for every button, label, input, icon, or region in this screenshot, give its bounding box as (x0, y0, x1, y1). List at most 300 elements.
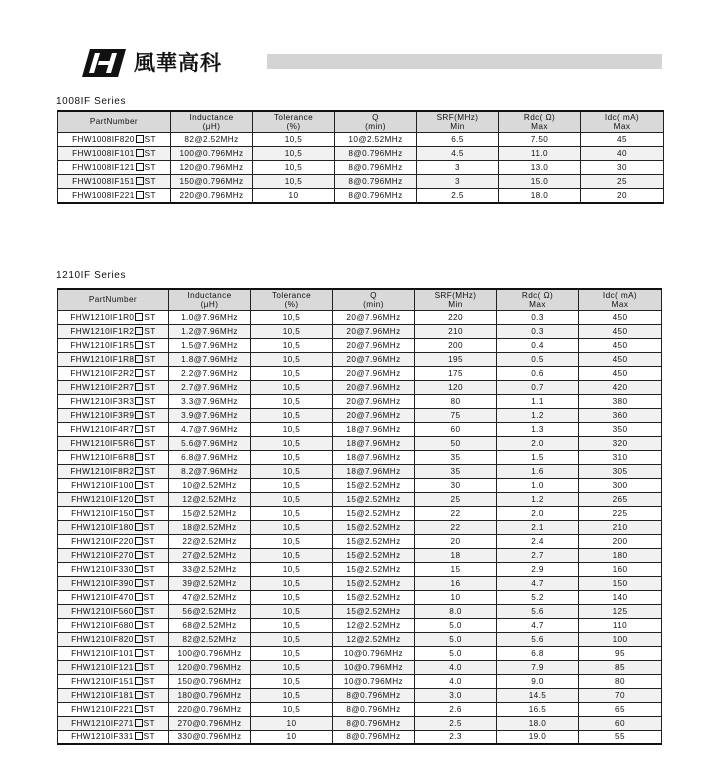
cell-rdc: 5.6 (497, 632, 579, 646)
cell-idc: 80 (579, 674, 662, 688)
option-box-icon (135, 551, 143, 559)
col-idc: Idc( mA) Max (579, 289, 662, 310)
cell-tolerance: 10,5 (251, 324, 333, 338)
cell-rdc: 1.2 (497, 492, 579, 506)
cell-inductance: 220@0.796MHz (169, 702, 251, 716)
table-header-row (58, 289, 662, 310)
col-inductance: Inductance (μH) (171, 111, 253, 132)
table-row (58, 604, 662, 618)
cell-srf: 75 (415, 408, 497, 422)
cell-idc: 450 (579, 338, 662, 352)
option-box-icon (135, 677, 143, 685)
cell-inductance: 100@0.796MHz (171, 146, 253, 160)
cell-q: 15@2.52MHz (333, 520, 415, 534)
cell-part-number: FHW1210IF470 ST (58, 590, 169, 604)
option-box-icon (135, 383, 143, 391)
cell-q: 8@0.796MHz (335, 175, 417, 189)
cell-srf: 220 (415, 310, 497, 324)
cell-rdc: 5.6 (497, 604, 579, 618)
cell-srf: 22 (415, 506, 497, 520)
cell-idc: 55 (579, 730, 662, 744)
cell-idc: 60 (579, 716, 662, 730)
cell-tolerance: 10,5 (251, 702, 333, 716)
cell-inductance: 1.5@7.96MHz (169, 338, 251, 352)
table-row (58, 478, 662, 492)
col-tolerance: Tolerance (%) (251, 289, 333, 310)
cell-q: 18@7.96MHz (333, 464, 415, 478)
cell-srf: 50 (415, 436, 497, 450)
cell-srf: 120 (415, 380, 497, 394)
cell-tolerance: 10,5 (251, 646, 333, 660)
cell-rdc: 0.5 (497, 352, 579, 366)
cell-inductance: 68@2.52MHz (169, 618, 251, 632)
cell-inductance: 120@0.796MHz (171, 160, 253, 174)
cell-srf: 195 (415, 352, 497, 366)
option-box-icon (135, 593, 143, 601)
cell-part-number: FHW1210IF6R8 ST (58, 450, 169, 464)
cell-srf: 5.0 (415, 646, 497, 660)
spec-table-1210if (57, 288, 662, 745)
cell-tolerance: 10,5 (251, 618, 333, 632)
cell-idc: 450 (579, 310, 662, 324)
option-box-icon (136, 177, 144, 185)
cell-idc: 160 (579, 562, 662, 576)
cell-q: 8@0.796MHz (333, 702, 415, 716)
cell-part-number: FHW1210IF151 ST (58, 674, 169, 688)
option-box-icon (135, 341, 143, 349)
col-idc: Idc( mA) Max (581, 111, 664, 132)
cell-tolerance: 10,5 (251, 464, 333, 478)
table-row (58, 548, 662, 562)
cell-part-number: FHW1008IF820 ST (58, 132, 171, 146)
cell-idc: 110 (579, 618, 662, 632)
cell-q: 20@7.96MHz (333, 352, 415, 366)
cell-part-number: FHW1210IF2R2 ST (58, 366, 169, 380)
option-box-icon (135, 537, 143, 545)
option-box-icon (135, 439, 143, 447)
option-box-icon (135, 705, 143, 713)
cell-q: 18@7.96MHz (333, 436, 415, 450)
col-q: Q (min) (333, 289, 415, 310)
cell-idc: 40 (581, 146, 664, 160)
cell-q: 20@7.96MHz (333, 310, 415, 324)
option-box-icon (135, 565, 143, 573)
spec-table-1008if (57, 110, 664, 204)
cell-rdc: 1.2 (497, 408, 579, 422)
cell-idc: 140 (579, 590, 662, 604)
cell-part-number: FHW1210IF3R9 ST (58, 408, 169, 422)
cell-q: 20@7.96MHz (333, 338, 415, 352)
cell-q: 20@7.96MHz (333, 394, 415, 408)
cell-tolerance: 10,5 (251, 422, 333, 436)
cell-srf: 5.0 (415, 618, 497, 632)
page-header (82, 47, 662, 79)
cell-tolerance: 10,5 (251, 352, 333, 366)
cell-tolerance: 10,5 (251, 604, 333, 618)
fenghua-logo-icon (82, 49, 126, 77)
cell-q: 8@0.796MHz (335, 160, 417, 174)
col-rdc: Rdc( Ω) Max (499, 111, 581, 132)
cell-idc: 150 (579, 576, 662, 590)
cell-part-number: FHW1210IF221 ST (58, 702, 169, 716)
cell-rdc: 0.6 (497, 366, 579, 380)
cell-part-number: FHW1210IF4R7 ST (58, 422, 169, 436)
cell-tolerance: 10,5 (251, 478, 333, 492)
cell-inductance: 2.7@7.96MHz (169, 380, 251, 394)
cell-idc: 210 (579, 520, 662, 534)
cell-rdc: 18.0 (497, 716, 579, 730)
cell-q: 15@2.52MHz (333, 492, 415, 506)
cell-rdc: 4.7 (497, 576, 579, 590)
cell-idc: 450 (579, 366, 662, 380)
cell-tolerance: 10,5 (251, 688, 333, 702)
cell-inductance: 330@0.796MHz (169, 730, 251, 744)
cell-srf: 35 (415, 450, 497, 464)
cell-inductance: 1.8@7.96MHz (169, 352, 251, 366)
table-row (58, 590, 662, 604)
cell-inductance: 22@2.52MHz (169, 534, 251, 548)
col-rdc: Rdc( Ω) Max (497, 289, 579, 310)
cell-srf: 3.0 (415, 688, 497, 702)
cell-rdc: 0.7 (497, 380, 579, 394)
cell-tolerance: 10,5 (251, 548, 333, 562)
cell-q: 10@0.796MHz (333, 646, 415, 660)
cell-rdc: 9.0 (497, 674, 579, 688)
cell-srf: 8.0 (415, 604, 497, 618)
cell-rdc: 2.1 (497, 520, 579, 534)
cell-q: 8@0.796MHz (333, 688, 415, 702)
cell-rdc: 2.7 (497, 548, 579, 562)
option-box-icon (135, 635, 143, 643)
cell-tolerance: 10 (251, 716, 333, 730)
cell-q: 15@2.52MHz (333, 576, 415, 590)
option-box-icon (136, 149, 144, 157)
cell-q: 10@0.796MHz (333, 660, 415, 674)
cell-inductance: 220@0.796MHz (171, 189, 253, 203)
cell-q: 15@2.52MHz (333, 506, 415, 520)
cell-idc: 95 (579, 646, 662, 660)
cell-inductance: 180@0.796MHz (169, 688, 251, 702)
cell-srf: 22 (415, 520, 497, 534)
cell-tolerance: 10,5 (251, 632, 333, 646)
cell-rdc: 7.9 (497, 660, 579, 674)
header-bar (267, 54, 662, 69)
option-box-icon (135, 579, 143, 587)
cell-q: 8@0.796MHz (335, 146, 417, 160)
cell-q: 10@0.796MHz (333, 674, 415, 688)
cell-q: 15@2.52MHz (333, 562, 415, 576)
cell-rdc: 14.5 (497, 688, 579, 702)
cell-idc: 65 (579, 702, 662, 716)
table-row (58, 520, 662, 534)
cell-inductance: 120@0.796MHz (169, 660, 251, 674)
table-row (58, 310, 662, 324)
cell-tolerance: 10,5 (251, 366, 333, 380)
cell-inductance: 4.7@7.96MHz (169, 422, 251, 436)
option-box-icon (135, 481, 143, 489)
option-box-icon (135, 369, 143, 377)
cell-srf: 80 (415, 394, 497, 408)
cell-idc: 20 (581, 189, 664, 203)
cell-q: 12@2.52MHz (333, 618, 415, 632)
cell-srf: 60 (415, 422, 497, 436)
cell-tolerance: 10 (251, 730, 333, 744)
option-box-icon (136, 191, 144, 199)
cell-tolerance: 10,5 (251, 506, 333, 520)
cell-idc: 310 (579, 450, 662, 464)
table-row (58, 506, 662, 520)
table-row (58, 450, 662, 464)
cell-part-number: FHW1210IF1R5 ST (58, 338, 169, 352)
cell-part-number: FHW1210IF270 ST (58, 548, 169, 562)
cell-idc: 200 (579, 534, 662, 548)
cell-inductance: 18@2.52MHz (169, 520, 251, 534)
cell-srf: 30 (415, 478, 497, 492)
cell-tolerance: 10,5 (251, 576, 333, 590)
cell-part-number: FHW1210IF121 ST (58, 660, 169, 674)
table-row (58, 436, 662, 450)
cell-part-number: FHW1210IF180 ST (58, 520, 169, 534)
cell-inductance: 10@2.52MHz (169, 478, 251, 492)
cell-part-number: FHW1210IF150 ST (58, 506, 169, 520)
cell-tolerance: 10,5 (251, 408, 333, 422)
table-row (58, 702, 662, 716)
cell-idc: 320 (579, 436, 662, 450)
cell-q: 18@7.96MHz (333, 422, 415, 436)
cell-q: 8@0.796MHz (333, 716, 415, 730)
cell-srf: 35 (415, 464, 497, 478)
option-box-icon (135, 509, 143, 517)
cell-part-number: FHW1210IF331 ST (58, 730, 169, 744)
cell-part-number: FHW1210IF330 ST (58, 562, 169, 576)
cell-q: 15@2.52MHz (333, 590, 415, 604)
cell-srf: 4.0 (415, 674, 497, 688)
col-part-number: PartNumber (58, 289, 169, 310)
col-srf: SRF(MHz) Min (415, 289, 497, 310)
option-box-icon (135, 397, 143, 405)
option-box-icon (135, 523, 143, 531)
cell-tolerance: 10,5 (251, 450, 333, 464)
cell-part-number: FHW1210IF8R2 ST (58, 464, 169, 478)
col-srf: SRF(MHz) Min (417, 111, 499, 132)
cell-tolerance: 10 (253, 189, 335, 203)
cell-inductance: 1.0@7.96MHz (169, 310, 251, 324)
table-row (58, 534, 662, 548)
option-box-icon (135, 411, 143, 419)
cell-srf: 2.3 (415, 730, 497, 744)
option-box-icon (135, 663, 143, 671)
cell-srf: 25 (415, 492, 497, 506)
table-row (58, 160, 664, 174)
cell-rdc: 16.5 (497, 702, 579, 716)
cell-idc: 300 (579, 478, 662, 492)
cell-rdc: 2.4 (497, 534, 579, 548)
cell-srf: 16 (415, 576, 497, 590)
option-box-icon (135, 719, 143, 727)
table-row (58, 646, 662, 660)
cell-srf: 210 (415, 324, 497, 338)
cell-inductance: 8.2@7.96MHz (169, 464, 251, 478)
option-box-icon (135, 691, 143, 699)
cell-part-number: FHW1210IF1R2 ST (58, 324, 169, 338)
cell-part-number: FHW1008IF121 ST (58, 160, 171, 174)
cell-part-number: FHW1210IF1R8 ST (58, 352, 169, 366)
cell-inductance: 5.6@7.96MHz (169, 436, 251, 450)
cell-part-number: FHW1210IF5R6 ST (58, 436, 169, 450)
cell-rdc: 2.0 (497, 436, 579, 450)
cell-idc: 70 (579, 688, 662, 702)
cell-idc: 380 (579, 394, 662, 408)
cell-idc: 350 (579, 422, 662, 436)
cell-q: 18@7.96MHz (333, 450, 415, 464)
cell-inductance: 33@2.52MHz (169, 562, 251, 576)
cell-part-number: FHW1210IF390 ST (58, 576, 169, 590)
col-inductance: Inductance (μH) (169, 289, 251, 310)
table-header-row (58, 111, 664, 132)
cell-part-number: FHW1008IF101 ST (58, 146, 171, 160)
cell-tolerance: 10,5 (251, 338, 333, 352)
cell-part-number: FHW1210IF3R3 ST (58, 394, 169, 408)
cell-part-number: FHW1210IF680 ST (58, 618, 169, 632)
cell-srf: 3 (417, 175, 499, 189)
cell-part-number: FHW1210IF220 ST (58, 534, 169, 548)
table-row (58, 674, 662, 688)
cell-tolerance: 10,5 (251, 436, 333, 450)
cell-srf: 3 (417, 160, 499, 174)
cell-srf: 15 (415, 562, 497, 576)
cell-q: 8@0.796MHz (335, 189, 417, 203)
cell-tolerance: 10,5 (251, 380, 333, 394)
cell-q: 8@0.796MHz (333, 730, 415, 744)
table-row (58, 338, 662, 352)
table-row (58, 366, 662, 380)
table-row (58, 422, 662, 436)
option-box-icon (135, 425, 143, 433)
cell-rdc: 0.4 (497, 338, 579, 352)
cell-inductance: 39@2.52MHz (169, 576, 251, 590)
option-box-icon (135, 495, 143, 503)
table-row (58, 730, 662, 744)
option-box-icon (135, 327, 143, 335)
option-box-icon (135, 467, 143, 475)
cell-inductance: 3.9@7.96MHz (169, 408, 251, 422)
cell-part-number: FHW1210IF820 ST (58, 632, 169, 646)
cell-tolerance: 10,5 (251, 520, 333, 534)
cell-rdc: 0.3 (497, 310, 579, 324)
table-row (58, 576, 662, 590)
cell-inductance: 47@2.52MHz (169, 590, 251, 604)
cell-srf: 20 (415, 534, 497, 548)
cell-tolerance: 10,5 (251, 562, 333, 576)
cell-part-number: FHW1210IF560 ST (58, 604, 169, 618)
cell-q: 15@2.52MHz (333, 478, 415, 492)
cell-tolerance: 10,5 (253, 175, 335, 189)
cell-inductance: 100@0.796MHz (169, 646, 251, 660)
cell-srf: 18 (415, 548, 497, 562)
cell-rdc: 7.50 (499, 132, 581, 146)
cell-srf: 6.5 (417, 132, 499, 146)
cell-tolerance: 10,5 (251, 660, 333, 674)
cell-rdc: 13.0 (499, 160, 581, 174)
cell-srf: 10 (415, 590, 497, 604)
cell-inductance: 2.2@7.96MHz (169, 366, 251, 380)
cell-inductance: 1.2@7.96MHz (169, 324, 251, 338)
table-body-1210if (58, 310, 662, 744)
cell-tolerance: 10,5 (253, 160, 335, 174)
cell-idc: 420 (579, 380, 662, 394)
cell-rdc: 15.0 (499, 175, 581, 189)
cell-tolerance: 10,5 (251, 674, 333, 688)
table-row (58, 464, 662, 478)
cell-srf: 4.5 (417, 146, 499, 160)
cell-idc: 225 (579, 506, 662, 520)
cell-srf: 175 (415, 366, 497, 380)
cell-q: 15@2.52MHz (333, 534, 415, 548)
cell-srf: 200 (415, 338, 497, 352)
cell-idc: 125 (579, 604, 662, 618)
option-box-icon (136, 135, 144, 143)
cell-idc: 100 (579, 632, 662, 646)
cell-rdc: 1.6 (497, 464, 579, 478)
cell-inductance: 150@0.796MHz (171, 175, 253, 189)
cell-part-number: FHW1008IF221 ST (58, 189, 171, 203)
table-row (58, 632, 662, 646)
table-row (58, 716, 662, 730)
cell-rdc: 6.8 (497, 646, 579, 660)
cell-rdc: 2.0 (497, 506, 579, 520)
cell-q: 10@2.52MHz (335, 132, 417, 146)
col-part-number: PartNumber (58, 111, 171, 132)
cell-part-number: FHW1210IF100 ST (58, 478, 169, 492)
col-tolerance: Tolerance (%) (253, 111, 335, 132)
cell-idc: 180 (579, 548, 662, 562)
cell-idc: 45 (581, 132, 664, 146)
cell-q: 20@7.96MHz (333, 408, 415, 422)
option-box-icon (136, 163, 144, 171)
cell-tolerance: 10,5 (251, 492, 333, 506)
cell-q: 20@7.96MHz (333, 366, 415, 380)
cell-tolerance: 10,5 (253, 146, 335, 160)
cell-srf: 2.5 (415, 716, 497, 730)
cell-part-number: FHW1210IF101 ST (58, 646, 169, 660)
cell-tolerance: 10,5 (251, 394, 333, 408)
cell-srf: 4.0 (415, 660, 497, 674)
cell-part-number: FHW1210IF1R0 ST (58, 310, 169, 324)
cell-rdc: 11.0 (499, 146, 581, 160)
cell-idc: 85 (579, 660, 662, 674)
cell-q: 12@2.52MHz (333, 632, 415, 646)
series-title-1210if: 1210IF Series (56, 270, 127, 281)
table-row (58, 132, 664, 146)
table-row (58, 394, 662, 408)
table-row (58, 352, 662, 366)
cell-idc: 360 (579, 408, 662, 422)
cell-inductance: 270@0.796MHz (169, 716, 251, 730)
table-row (58, 146, 664, 160)
cell-idc: 25 (581, 175, 664, 189)
table-body-1008if (58, 132, 664, 203)
cell-inductance: 27@2.52MHz (169, 548, 251, 562)
option-box-icon (135, 732, 143, 740)
option-box-icon (135, 453, 143, 461)
cell-rdc: 1.3 (497, 422, 579, 436)
cell-part-number: FHW1008IF151 ST (58, 175, 171, 189)
cell-tolerance: 10,5 (253, 132, 335, 146)
cell-rdc: 5.2 (497, 590, 579, 604)
table-row (58, 408, 662, 422)
cell-rdc: 1.0 (497, 478, 579, 492)
cell-idc: 30 (581, 160, 664, 174)
